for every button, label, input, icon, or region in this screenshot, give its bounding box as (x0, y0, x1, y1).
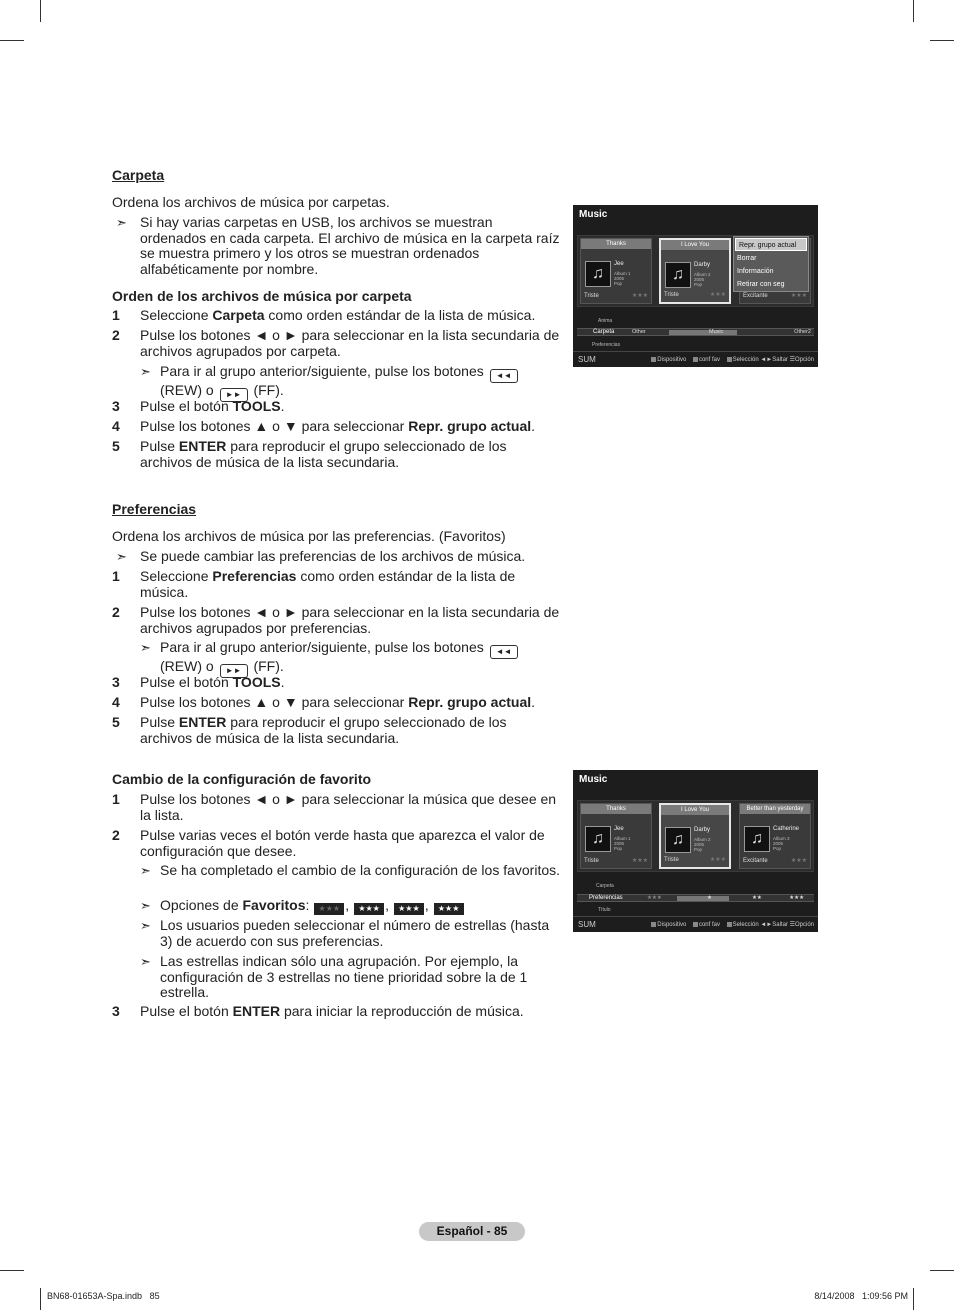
step-number: 1 (112, 307, 120, 323)
screen-title: Music (579, 774, 608, 785)
music-card-selected[interactable] (659, 238, 731, 304)
green-button-icon (693, 357, 698, 362)
crop-mark (913, 0, 914, 22)
star-option-3-icon: ★★★ (434, 903, 464, 915)
step-bold: Repr. grupo actual (408, 418, 532, 434)
card-meta: Album 2 2005 Pop (694, 837, 711, 852)
step-text: Pulse (140, 438, 176, 454)
step-bold: Carpeta (212, 307, 265, 323)
menu-item-borrar[interactable]: Borrar (737, 255, 757, 262)
section-heading-carpeta: Carpeta (112, 167, 165, 183)
note-text: Para ir al grupo anterior/siguiente, pulse los botones (160, 363, 484, 379)
card-stars: ★★★ (709, 857, 726, 863)
arrow-icon: ➣ (116, 549, 127, 564)
crop-mark (930, 1270, 954, 1271)
card-stars: ★★★ (790, 858, 807, 864)
section-heading-preferencias: Preferencias (112, 501, 197, 517)
sort-label: Preferencias (589, 895, 623, 901)
step-text: Pulse el botón (140, 398, 229, 414)
card-stars: ★★★ (709, 292, 726, 298)
card-stars: ★★★ (790, 293, 807, 299)
ff-icon: ►► (220, 664, 248, 678)
rew-icon: ◄◄ (490, 369, 518, 383)
note-text: Las estrellas indican sólo una agrupación. Por ejemplo, la configuración de 3 estrellas no tiene prioridad sobre la de 1 estrella. (160, 953, 528, 1000)
star-option-2-icon: ★★★ (394, 903, 424, 915)
card-mood: Triste (664, 857, 679, 863)
crop-mark (40, 1288, 41, 1310)
group-stars: ★★ (752, 895, 762, 901)
step-number: 4 (112, 418, 120, 434)
music-note-icon: ♫ (665, 827, 691, 853)
step-number: 2 (112, 327, 120, 343)
step-text: Seleccione (140, 307, 209, 323)
sort-option: Anima (598, 318, 613, 324)
page-number-badge: Español - 85 (419, 1222, 525, 1241)
group-stars: ★ (707, 895, 712, 901)
card-mood: Triste (584, 858, 599, 864)
intro-text: Ordena los archivos de música por carpetas. (112, 194, 390, 210)
tools-icon: ☰ (789, 922, 795, 928)
step-bold: ENTER (178, 438, 227, 454)
sum-label: SUM (578, 355, 596, 364)
help-items: Dispositivo conf fav Selección ◄►Saltar ☰Opción (646, 921, 814, 928)
note-text: Si hay varias carpetas en USB, los archivos se muestran ordenados en cada carpeta. El archivo de música en la carpeta raíz se muestra primero y los otros se muestran ordenados alfabéticamente por nombre. (140, 214, 560, 277)
note-text: Se puede cambiar las preferencias de los archivos de música. (140, 548, 526, 564)
step-number: 1 (112, 791, 120, 807)
card-artist: Jee (614, 261, 624, 267)
card-title: Thanks (581, 239, 651, 249)
group-bar (577, 894, 814, 902)
music-card-selected[interactable] (659, 803, 731, 869)
step-number: 4 (112, 694, 120, 710)
card-meta: Album 1 2005 Pop (614, 271, 631, 286)
step-text: . (280, 398, 285, 414)
music-card[interactable] (739, 803, 811, 869)
crop-mark (40, 0, 41, 22)
menu-item-repr-grupo[interactable]: Repr. grupo actual (735, 238, 807, 251)
help-items: Dispositivo conf fav Selección ◄►Saltar ☰Opción (646, 356, 814, 363)
step-number: 5 (112, 438, 120, 454)
step-number: 3 (112, 674, 120, 690)
step-text: Pulse los botones ◄ o ► para seleccionar la música que desee en la lista. (140, 791, 557, 823)
crop-mark (913, 1288, 914, 1310)
card-meta: Album 3 2005 Pop (773, 836, 790, 851)
arrow-icon: ➣ (140, 640, 151, 655)
step-text: Pulse los botones ▲ o ▼ para seleccionar (140, 418, 405, 434)
step-text: como orden estándar de la lista de música. (268, 307, 536, 323)
card-title: I Love You (661, 240, 729, 250)
note-text: Los usuarios pueden seleccionar el número de estrellas (hasta 3) de acuerdo con sus preferencias. (160, 917, 550, 949)
step-number: 1 (112, 568, 120, 584)
note-text: (FF). (253, 382, 284, 398)
sum-label: SUM (578, 920, 596, 929)
sort-option: Carpeta (596, 883, 614, 889)
group-label: Music (709, 329, 724, 335)
group-bar (577, 328, 814, 336)
music-note-icon: ♫ (744, 826, 770, 852)
group-label: Other2 (794, 329, 811, 335)
arrow-icon: ➣ (140, 863, 151, 878)
group-slider[interactable] (669, 330, 737, 335)
arrow-icon: ➣ (140, 918, 151, 933)
skip-icon: ◄► (760, 357, 773, 363)
step-text: Pulse los botones ◄ o ► para seleccionar en la lista secundaria de archivos agrupados por preferencias. (140, 604, 560, 636)
music-list-panel (577, 800, 814, 872)
music-note-icon: ♫ (585, 261, 611, 287)
arrow-icon: ➣ (116, 215, 127, 230)
card-mood: Triste (584, 293, 599, 299)
sort-option: Título (598, 907, 611, 913)
ff-icon: ►► (220, 388, 248, 402)
note-text: (REW) o (160, 382, 214, 398)
music-card[interactable] (580, 238, 652, 304)
card-stars: ★★★ (631, 858, 648, 864)
arrow-icon: ➣ (140, 364, 151, 379)
step-text: Pulse los botones ◄ o ► para seleccionar en la lista secundaria de archivos agrupados por carpeta. (140, 327, 560, 359)
group-stars: ★★★ (789, 895, 804, 901)
card-artist: Darby (694, 262, 711, 268)
step-text: para reproducir el grupo seleccionado de los archivos de música de la lista secundaria. (140, 438, 507, 470)
step-number: 2 (112, 604, 120, 620)
footer-file: BN68-01653A-Spa.indb 85 (47, 1291, 160, 1301)
card-mood: Excitante (743, 293, 768, 299)
step-text: Pulse varias veces el botón verde hasta que aparezca el valor de configuración que desee. (140, 827, 545, 859)
group-label: Other (632, 329, 646, 335)
red-button-icon (651, 922, 656, 927)
intro-text: Ordena los archivos de música por las preferencias. (Favoritos) (112, 528, 506, 544)
step-bold: TOOLS (232, 398, 281, 414)
arrow-icon: ➣ (140, 954, 151, 969)
card-artist: Jee (614, 826, 624, 832)
card-artist: Darby (694, 827, 711, 833)
section-heading-favorito: Cambio de la configuración de favorito (112, 771, 372, 787)
sort-option: Preferencias (592, 342, 621, 348)
help-bar (573, 916, 818, 932)
card-mood: Excitante (743, 858, 768, 864)
screen-title: Music (579, 209, 608, 220)
yellow-button-icon (727, 357, 732, 362)
music-card[interactable] (580, 803, 652, 869)
menu-item-informacion[interactable]: Información (737, 268, 774, 275)
step-text: . (531, 418, 536, 434)
step-number: 5 (112, 714, 120, 730)
footer-date: 8/14/2008 1:09:56 PM (814, 1291, 908, 1301)
red-button-icon (651, 357, 656, 362)
help-bar (573, 351, 818, 367)
tv-screen-preferencias (573, 770, 818, 932)
star-option-0-icon: ★★★ (314, 903, 344, 915)
yellow-button-icon (727, 922, 732, 927)
card-meta: Album 2 2005 Pop (694, 272, 711, 287)
arrow-icon: ➣ (140, 898, 151, 913)
crop-mark (930, 40, 954, 41)
card-meta: Album 1 2005 Pop (614, 836, 631, 851)
green-button-icon (693, 922, 698, 927)
music-note-icon: ♫ (585, 826, 611, 852)
tools-icon: ☰ (789, 357, 795, 363)
tools-menu (733, 236, 809, 292)
step-number: 3 (112, 1003, 120, 1019)
tv-screen-carpeta (573, 205, 818, 367)
crop-mark (0, 1270, 24, 1271)
subheading: Orden de los archivos de música por carpeta (112, 288, 412, 304)
card-stars: ★★★ (631, 293, 648, 299)
card-artist: Catherine (773, 826, 800, 832)
card-mood: Triste (664, 292, 679, 298)
step-number: 2 (112, 827, 120, 843)
card-title: I Love You (661, 805, 729, 815)
skip-icon: ◄► (760, 922, 773, 928)
sort-label: Carpeta (593, 329, 615, 335)
card-title: Thanks (581, 804, 651, 814)
rew-icon: ◄◄ (490, 645, 518, 659)
group-stars: ★★★ (647, 895, 662, 901)
crop-mark (0, 40, 24, 41)
card-title: Better than yesterday (740, 804, 810, 814)
star-option-1-icon: ★★★ (354, 903, 384, 915)
music-note-icon: ♫ (665, 262, 691, 288)
step-number: 3 (112, 398, 120, 414)
note-text: Se ha completado el cambio de la configuración de los favoritos. (160, 862, 561, 878)
menu-item-retirar[interactable]: Retirar con seg (737, 281, 785, 288)
group-slider[interactable] (677, 896, 729, 901)
